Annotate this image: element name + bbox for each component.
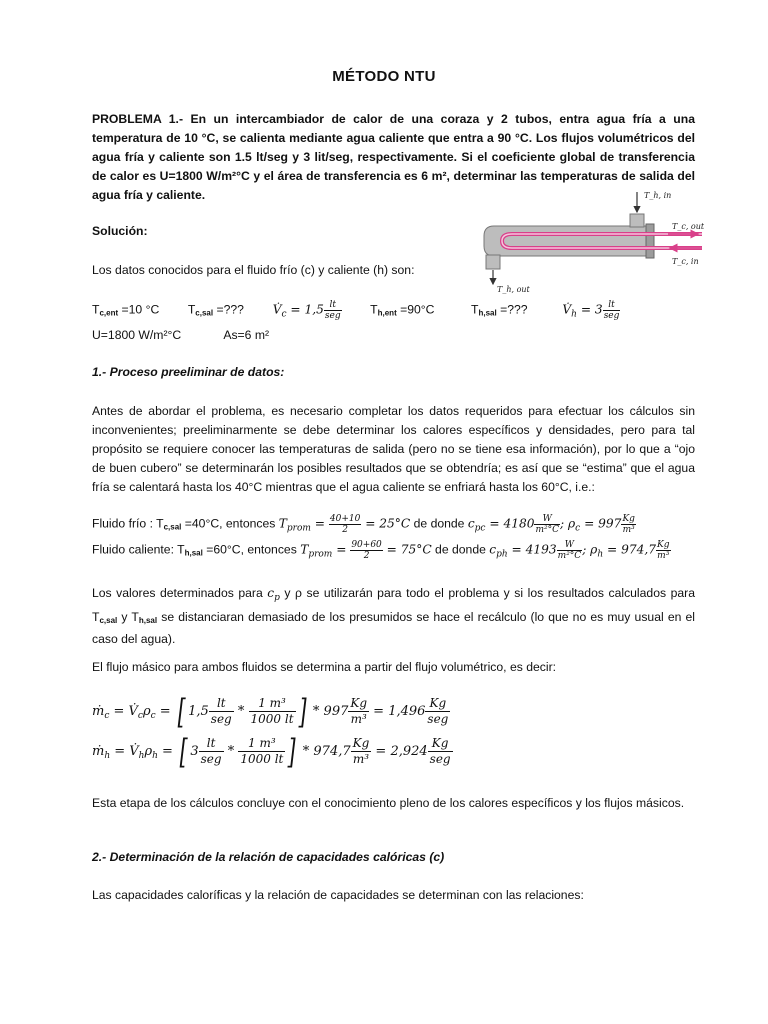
mass-flow-cold-equation: ṁ$_c$ = $V̇_c\rho_c$ = [ 1,5 $\frac{lt}{\text{seg}}$ * $\frac{\text{1 m³}}{1000 lt}$ ] * 997 $\frac{Kg}{\text{m³}}$ = 1,496 $\frac{Kg}{\text{seg}}$ [92, 691, 449, 732]
section1-heading: 1.- Proceso preeliminar de datos: [92, 365, 285, 379]
tc-out-label: T_c, out [672, 222, 704, 231]
section1-paragraph-2: Los valores determinados para $c_p$ y ρ se utilizarán para todo el problema y si los resultados calculados para $T_{c,sal}$ y $T_{h,sal}$ se distanciaran demasiado de los presumidos se hace el recálculo (lo que no es muy usual en el caso del agua). [92, 586, 695, 646]
vh-fraction: $\frac{lt}{\text{seg}}$ [603, 300, 620, 321]
vc-fraction: $\frac{lt}{\text{seg}}$ [324, 300, 341, 321]
section2-heading: 2.- Determinación de la relación de capacidades calóricas (c) [92, 850, 445, 864]
tc-in-label: T_c, in [672, 257, 699, 266]
section1-paragraph: Antes de abordar el problema, es necesario completar los datos requeridos para efectuar los cálculos sin inconvenientes; preeliminarmente se debe determinar los calores específicos y densidades, pero para tal propósito se requiere conocer las temperaturas de salida (pero no se tiene esa información), por lo que a “ojo de buen cubero” se determinarán los posibles resultados que se obtendría; es así que se “estima” que el agua fría se calentará hasta los 40°C mientras que el agua caliente se enfriará hasta los 60°C, i.e.: [92, 404, 695, 494]
hot-fluid-line: Fluido caliente: $T_{h,sal} =60^\circ C$, entonces $T_{prom}$ = $\frac{90+60}{2}$ = 75°C de donde $c_{ph} = 4193$ $\frac{W}{\text{m²°C}}$ ; $\rho_h = 974,7$ $\frac{Kg}{\text{m³}}$ [92, 540, 670, 561]
shell-outlet-nozzle [486, 255, 500, 269]
problem-text: En un intercambiador de calor de una coraza y 2 tubos, entra agua fría a una temperatura de 10 °C, se calienta mediante agua caliente que entra a 90 °C. Los flujos volumétricos del agua fría y caliente son 1.5 lt/seg y 3 lit/seg, respectivamente. Si el coeficiente global de transferencia de calor es U=1800 W/m²°C y el área de transferencia es 6 m², determinar las temperaturas de salida del agua fría y caliente. [92, 112, 695, 202]
th-out-label: T_h, out [497, 285, 530, 294]
th-in-label: T_h, in [644, 191, 672, 200]
known-data-intro: Los datos conocidos para el fluido frío (c) y caliente (h) son: [92, 263, 415, 277]
known-data-row-1: $T_{c,ent} =10$ °C $T_{c,sal}$ =??? $V̇_c = 1,5$ $\frac{lt}{\text{seg}}$ $T_{h,ent} =90^\circ C$ $T_{h,sal}$ =??? $V̇_h = 3$ $\frac{lt}{\text{seg}}$ [92, 300, 620, 321]
mass-flow-hot-equation: ṁ$_h$ = $V̇_h\rho_h$ = [ 3 $\frac{lt}{\text{seg}}$ * $\frac{\text{1 m³}}{1000 lt}$ ] * 974,7 $\frac{Kg}{\text{m³}}$ = 2,924 $\frac{Kg}{\text{seg}}$ [92, 731, 451, 772]
tube-header [646, 224, 654, 258]
cold-fluid-line: Fluido frío : $T_{c,sal} =40^\circ C$, entonces $T_{prom}$ = $\frac{40+10}{2}$ = 25°C de donde $c_{pc} = 4180$ $\frac{W}{\text{m²°C}}$ ; $\rho_c = 997$ $\frac{Kg}{\text{m³}}$ [92, 514, 635, 535]
solucion-label: Solución: [92, 224, 148, 238]
section1-paragraph-3: El flujo másico para ambos fluidos se determina a partir del flujo volumétrico, es decir: [92, 660, 557, 674]
problem-label: PROBLEMA 1.- [92, 112, 183, 126]
u-value: U=1800 W/m²°C [92, 328, 182, 342]
area-value: As=6 m² [223, 328, 270, 342]
shell [484, 226, 648, 256]
shell-inlet-nozzle [630, 214, 644, 227]
heat-exchanger-diagram [472, 184, 704, 296]
page-title: MÉTODO NTU [332, 68, 436, 85]
section2-paragraph: Las capacidades caloríficas y la relación de capacidades se determinan con las relaciones: [92, 888, 584, 902]
section1-paragraph-4: Esta etapa de los cálculos concluye con el conocimiento pleno de los calores específicos y los flujos másicos. [92, 796, 685, 810]
known-data-row-2 [92, 328, 269, 342]
